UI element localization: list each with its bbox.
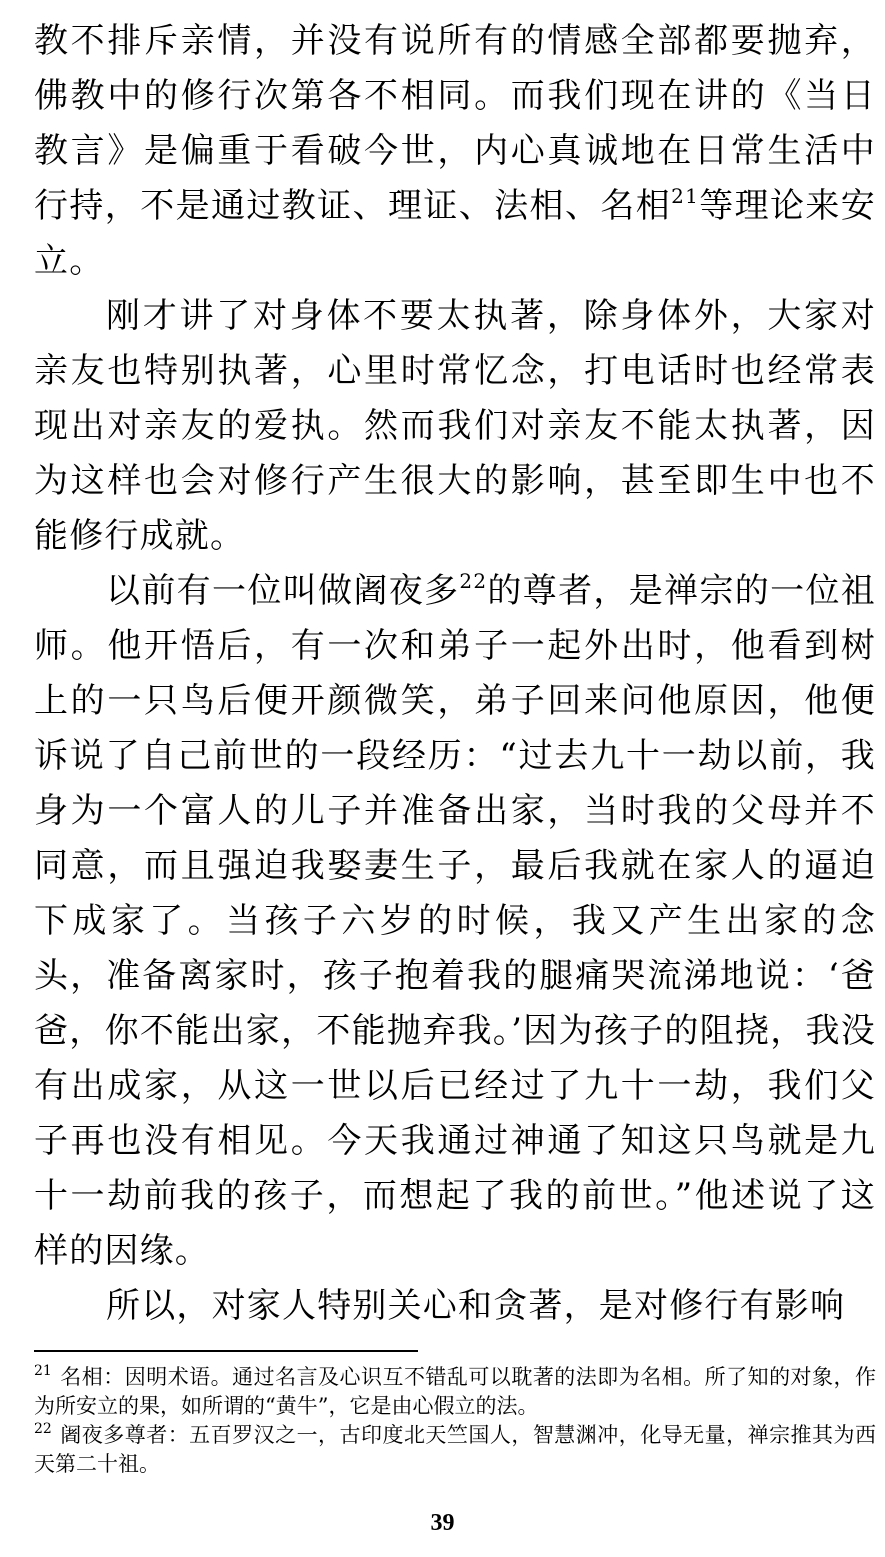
page-number: 39 bbox=[430, 1510, 455, 1536]
paragraph-3 bbox=[34, 564, 876, 1279]
footnote-ref-22[interactable]: 22 bbox=[459, 569, 488, 593]
paragraph-1-text: 教不排斥亲情，并没有说所有的情感全部都要抛弃，佛教中的修行次第各不相同。而我们现在讲的《当日教言》是偏重于看破今世，内心真诚地在日常生活中行持，不是通过教证、理证、法相、名相 bbox=[34, 21, 876, 226]
footnote-divider bbox=[34, 1350, 418, 1352]
paragraph-1 bbox=[34, 14, 876, 289]
paragraph-3-text: 以前有一位叫做阇夜多 bbox=[106, 571, 460, 611]
footnotes bbox=[34, 1363, 876, 1479]
footnote-ref-21[interactable]: 21 bbox=[671, 184, 700, 208]
paragraph-4-text: 所以，对家人特别关心和贪著，是对修行有影响 bbox=[106, 1286, 846, 1326]
paragraph-2 bbox=[34, 289, 876, 564]
footnote-number: 21 bbox=[34, 1363, 52, 1379]
footnote-number: 22 bbox=[34, 1421, 52, 1437]
footnote-21 bbox=[34, 1363, 876, 1421]
paragraph-2-text: 刚才讲了对身体不要太执著，除身体外，大家对亲友也特别执著，心里时常忆念，打电话时也经常表现出对亲友的爱执。然而我们对亲友不能太执著，因为这样也会对修行产生很大的影响，甚至即生中也不能修行成就。 bbox=[34, 296, 876, 556]
footnote-22 bbox=[34, 1421, 876, 1479]
main-text bbox=[34, 14, 876, 1334]
footnote-text: 阇夜多尊者：五百罗汉之一，古印度北天竺国人，智慧渊冲，化导无量，禅宗推其为西天第二十祖。 bbox=[34, 1423, 876, 1476]
paragraph-1-text-end: 等理论来安立。 bbox=[34, 186, 877, 281]
paragraph-3-text-end: 的尊者，是禅宗的一位祖师。他开悟后，有一次和弟子一起外出时，他看到树上的一只鸟后便开颜微笑，弟子回来问他原因，他便诉说了自己前世的一段经历：“过去九十一劫以前，我身为一个富人的儿子并准备出家，当时我的父母并不同意，而且强迫我娶妻生子，最后我就在家人的逼迫下成家了。当孩子六岁的时候，我又产生出家的念头，准备离家时，孩子抱着我的腿痛哭流涕地说：‘爸爸，你不能出家，不能抛弃我。’因为孩子的阻挠，我没有出成家，从这一世以后已经过了九十一劫，我们父子再也没有相见。今天我通过神通了知这只鸟就是九十一劫前我的孩子，而想起了我的前世。”他述说了这样的因缘。 bbox=[34, 571, 877, 1271]
footnote-text: 名相：因明术语。通过名言及心识互不错乱可以耽著的法即为名相。所了知的对象，作为所安立的果，如所谓的“黄牛”，它是由心假立的法。 bbox=[34, 1365, 876, 1418]
paragraph-4 bbox=[34, 1279, 876, 1334]
